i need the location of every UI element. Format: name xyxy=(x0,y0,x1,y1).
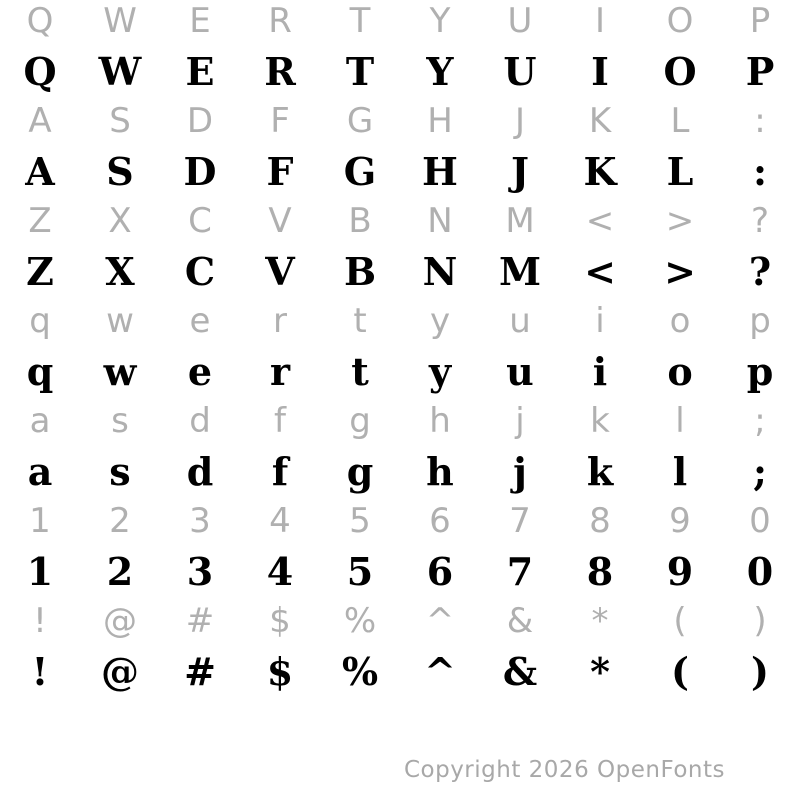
glyph: J xyxy=(511,148,529,194)
glyph: H xyxy=(427,101,453,141)
glyph: M xyxy=(498,248,542,294)
glyph: J xyxy=(514,101,526,141)
reference-char-row xyxy=(0,200,800,242)
glyph: 3 xyxy=(186,548,214,594)
glyph: N xyxy=(422,248,458,294)
glyph: Q xyxy=(23,48,57,94)
glyph: g xyxy=(346,448,374,494)
char-row-pair xyxy=(0,200,800,300)
glyph: T xyxy=(349,1,371,41)
char-row-pair xyxy=(0,100,800,200)
glyph: H xyxy=(422,148,458,194)
char-row-pair xyxy=(0,0,800,100)
char-row-pair xyxy=(0,300,800,400)
glyph: t xyxy=(351,348,369,394)
char-row-pair xyxy=(0,400,800,500)
char-row-pair xyxy=(0,600,800,700)
glyph: : xyxy=(752,148,768,194)
glyph: k xyxy=(590,401,610,441)
glyph: L xyxy=(666,148,694,194)
specimen-char-row xyxy=(0,42,800,100)
glyph: F xyxy=(270,101,290,141)
glyph: O xyxy=(663,48,697,94)
glyph: ; xyxy=(752,448,768,494)
glyph: P xyxy=(745,48,775,94)
glyph: D xyxy=(186,101,214,141)
glyph: j xyxy=(515,401,525,441)
glyph: e xyxy=(187,348,213,394)
glyph: d xyxy=(186,448,214,494)
glyph: o xyxy=(669,301,691,341)
glyph: ( xyxy=(671,648,689,694)
reference-char-row xyxy=(0,0,800,42)
glyph: 1 xyxy=(26,548,54,594)
glyph: > xyxy=(665,201,695,241)
glyph: Q xyxy=(26,1,54,41)
glyph: E xyxy=(185,48,215,94)
glyph: y xyxy=(429,301,451,341)
glyph: o xyxy=(667,348,693,394)
glyph: O xyxy=(666,1,694,41)
glyph: L xyxy=(670,101,690,141)
glyph: K xyxy=(588,101,612,141)
glyph: P xyxy=(749,1,771,41)
glyph: T xyxy=(345,48,375,94)
glyph: h xyxy=(429,401,451,441)
specimen-char-row xyxy=(0,342,800,400)
specimen-char-row xyxy=(0,142,800,200)
glyph: ) xyxy=(753,601,767,641)
glyph: y xyxy=(428,348,452,394)
glyph: f xyxy=(271,448,289,494)
glyph: V xyxy=(268,201,292,241)
glyph: I xyxy=(594,1,606,41)
glyph: 2 xyxy=(109,501,131,541)
glyph: w xyxy=(103,348,137,394)
glyph: 3 xyxy=(189,501,211,541)
glyph: q xyxy=(26,348,54,394)
glyph: Y xyxy=(426,48,454,94)
glyph: C xyxy=(188,201,212,241)
reference-char-row xyxy=(0,500,800,542)
glyph: i xyxy=(595,301,605,341)
glyph: l xyxy=(672,448,688,494)
specimen-char-row xyxy=(0,642,800,700)
glyph: u xyxy=(509,301,531,341)
glyph: @ xyxy=(103,601,137,641)
glyph: # xyxy=(185,601,215,641)
glyph: R xyxy=(268,1,292,41)
glyph: a xyxy=(27,448,53,494)
glyph: ; xyxy=(754,401,766,441)
glyph: : xyxy=(754,101,766,141)
glyph: R xyxy=(264,48,296,94)
glyph: 4 xyxy=(266,548,294,594)
glyph: F xyxy=(266,148,294,194)
reference-char-row xyxy=(0,400,800,442)
glyph: ! xyxy=(33,601,47,641)
glyph: ? xyxy=(748,248,772,294)
glyph: 1 xyxy=(29,501,51,541)
glyph: p xyxy=(749,301,771,341)
glyph: * xyxy=(590,648,610,694)
glyph: B xyxy=(348,201,372,241)
glyph: G xyxy=(346,101,374,141)
specimen-char-row xyxy=(0,442,800,500)
glyph: 7 xyxy=(509,501,531,541)
glyph: w xyxy=(106,301,134,341)
glyph: I xyxy=(591,48,609,94)
glyph: & xyxy=(506,601,534,641)
glyph: ) xyxy=(751,648,769,694)
glyph: V xyxy=(265,248,295,294)
glyph: X xyxy=(105,248,135,294)
glyph: f xyxy=(274,401,286,441)
glyph: Z xyxy=(28,201,52,241)
glyph: ! xyxy=(31,648,49,694)
glyph: # xyxy=(184,648,216,694)
glyph: A xyxy=(28,101,52,141)
glyph: K xyxy=(583,148,617,194)
glyph: & xyxy=(502,648,538,694)
glyph: i xyxy=(592,348,608,394)
glyph: k xyxy=(586,448,614,494)
glyph: 6 xyxy=(429,501,451,541)
glyph: ^ xyxy=(424,648,456,694)
glyph: G xyxy=(343,148,377,194)
glyph: h xyxy=(426,448,454,494)
glyph: p xyxy=(746,348,774,394)
glyph: S xyxy=(106,148,134,194)
glyph: Z xyxy=(26,248,54,294)
glyph: W xyxy=(103,1,137,41)
glyph: e xyxy=(189,301,211,341)
glyph: 8 xyxy=(586,548,614,594)
glyph: t xyxy=(353,301,367,341)
glyph: X xyxy=(108,201,132,241)
glyph: j xyxy=(513,448,527,494)
glyph: < xyxy=(585,201,615,241)
glyph: 4 xyxy=(269,501,291,541)
glyph: % xyxy=(343,601,377,641)
glyph: r xyxy=(269,348,291,394)
glyph: l xyxy=(675,401,685,441)
glyph: ( xyxy=(673,601,687,641)
glyph: r xyxy=(273,301,287,341)
glyph: g xyxy=(349,401,371,441)
glyph: 9 xyxy=(666,548,694,594)
char-row-pair xyxy=(0,500,800,600)
glyph: 0 xyxy=(749,501,771,541)
reference-char-row xyxy=(0,100,800,142)
glyph: S xyxy=(109,101,131,141)
glyph: 8 xyxy=(589,501,611,541)
glyph: 9 xyxy=(669,501,691,541)
glyph: Y xyxy=(429,1,451,41)
specimen-char-row xyxy=(0,242,800,300)
glyph: s xyxy=(111,401,129,441)
glyph: < xyxy=(584,248,616,294)
glyph: C xyxy=(184,248,216,294)
glyph: ? xyxy=(750,201,770,241)
glyph: 5 xyxy=(346,548,374,594)
reference-char-row xyxy=(0,300,800,342)
specimen-char-row xyxy=(0,542,800,600)
glyph: q xyxy=(29,301,51,341)
glyph: % xyxy=(341,648,379,694)
glyph: A xyxy=(25,148,55,194)
glyph: > xyxy=(664,248,696,294)
glyph: D xyxy=(183,148,217,194)
glyph: E xyxy=(189,1,211,41)
glyph: $ xyxy=(266,648,294,694)
glyph: 0 xyxy=(746,548,774,594)
glyph: $ xyxy=(269,601,291,641)
glyph: s xyxy=(109,448,131,494)
glyph: u xyxy=(506,348,534,394)
glyph: a xyxy=(29,401,51,441)
glyph: @ xyxy=(101,648,139,694)
glyph: W xyxy=(98,48,142,94)
glyph: * xyxy=(591,601,609,641)
glyph: U xyxy=(503,48,537,94)
glyph: 5 xyxy=(349,501,371,541)
glyph: 6 xyxy=(426,548,454,594)
glyph: U xyxy=(507,1,533,41)
glyph: 2 xyxy=(106,548,134,594)
copyright-watermark: Copyright 2026 OpenFonts xyxy=(403,757,725,783)
glyph: ^ xyxy=(425,601,455,641)
glyph: M xyxy=(505,201,535,241)
reference-char-row xyxy=(0,600,800,642)
glyph: 7 xyxy=(506,548,534,594)
glyph: N xyxy=(427,201,453,241)
glyph: d xyxy=(189,401,211,441)
glyph: B xyxy=(343,248,377,294)
